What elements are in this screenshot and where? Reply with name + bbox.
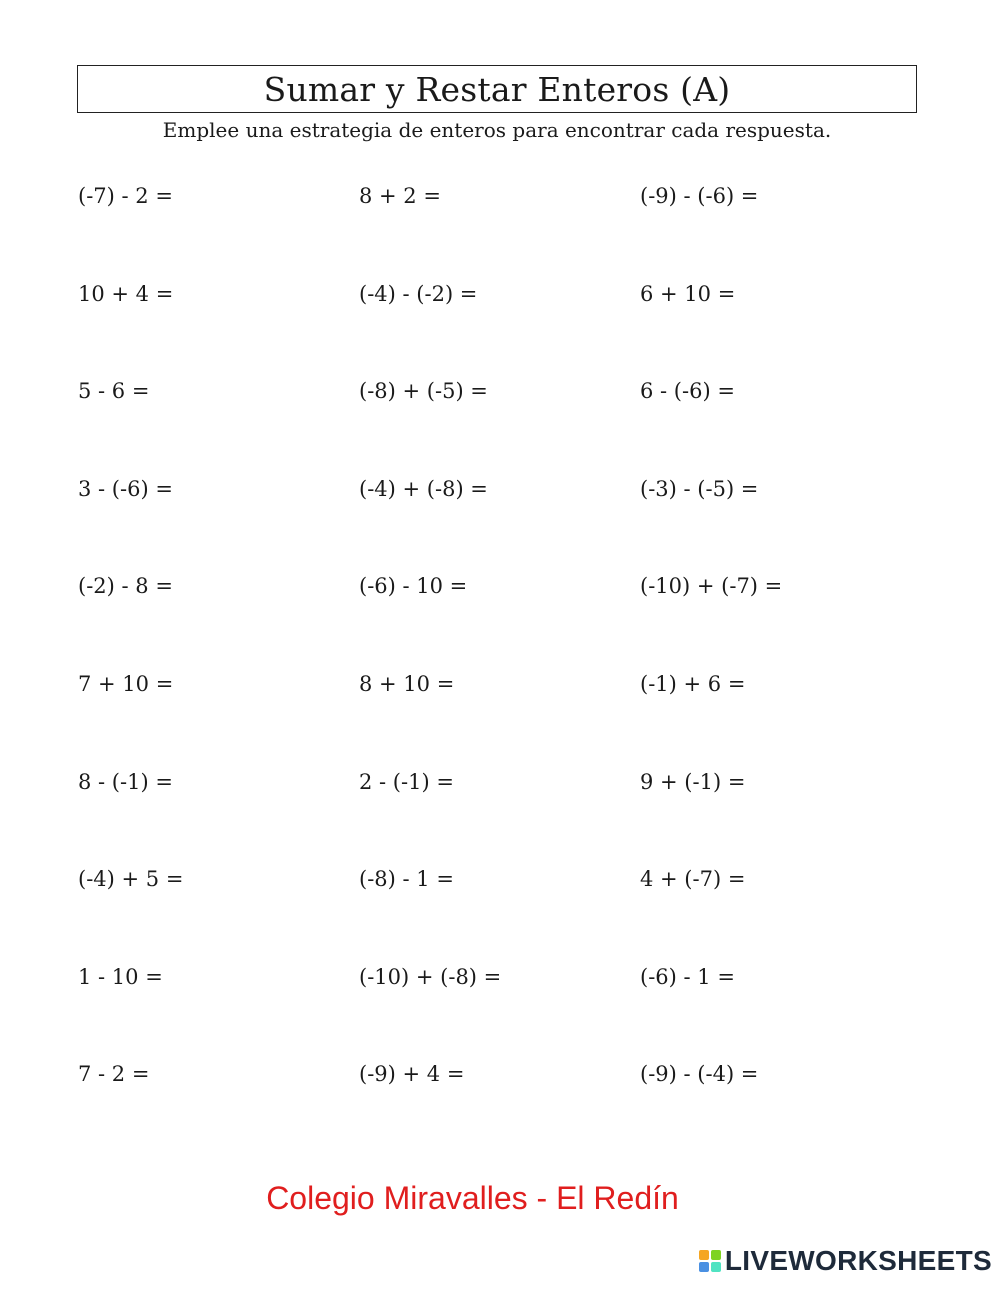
problem-item: 7 - 2 = <box>78 1062 150 1087</box>
problem-item: 4 + (-7) = <box>640 867 746 892</box>
problem-item: (-1) + 6 = <box>640 671 746 696</box>
problem-item: (-10) + (-7) = <box>640 574 783 599</box>
problem-item: 5 - 6 = <box>78 379 150 404</box>
problem-item: 6 - (-6) = <box>640 379 735 404</box>
problem-item: (-8) - 1 = <box>359 867 454 892</box>
worksheet-title: Sumar y Restar Enteros (A) <box>263 69 731 109</box>
logo-square <box>711 1250 721 1260</box>
liveworksheets-logo-icon <box>699 1250 721 1272</box>
problem-item: 1 - 10 = <box>78 964 163 989</box>
problem-item: (-6) - 1 = <box>640 964 735 989</box>
worksheet-instructions: Emplee una estrategia de enteros para encontrar cada respuesta. <box>162 118 832 142</box>
problem-item: (-7) - 2 = <box>78 184 173 208</box>
problem-item: (-8) + (-5) = <box>359 379 488 404</box>
problem-item: (-9) - (-4) = <box>640 1062 759 1087</box>
problem-item: 9 + (-1) = <box>640 769 746 794</box>
title-box <box>77 65 917 113</box>
logo-square <box>699 1250 709 1260</box>
problem-item: (-4) - (-2) = <box>359 281 478 306</box>
problem-item: 2 - (-1) = <box>359 769 454 794</box>
problem-item: 8 - (-1) = <box>78 769 173 794</box>
problem-grid <box>78 180 918 1156</box>
problem-item: (-6) - 10 = <box>359 574 468 599</box>
problem-item: (-10) + (-8) = <box>359 964 502 989</box>
problem-item: (-4) + 5 = <box>78 867 184 892</box>
problem-item: 8 + 2 = <box>359 184 441 208</box>
problem-item: 3 - (-6) = <box>78 476 173 501</box>
problem-item: 8 + 10 = <box>359 671 455 696</box>
problem-item: (-2) - 8 = <box>78 574 173 599</box>
logo-square <box>699 1262 709 1272</box>
problem-item: 10 + 4 = <box>78 281 174 306</box>
problem-item: (-9) + 4 = <box>359 1062 465 1087</box>
brand-name: LIVEWORKSHEETS <box>724 1245 992 1276</box>
school-name: Colegio Miravalles - El Redín <box>266 1180 679 1216</box>
problem-item: (-3) - (-5) = <box>640 476 759 501</box>
problem-item: 7 + 10 = <box>78 671 174 696</box>
problem-item: (-9) - (-6) = <box>640 184 759 208</box>
problem-item: 6 + 10 = <box>640 281 736 306</box>
logo-square <box>711 1262 721 1272</box>
brand-footer[interactable] <box>699 1245 992 1277</box>
problem-item: (-4) + (-8) = <box>359 476 488 501</box>
